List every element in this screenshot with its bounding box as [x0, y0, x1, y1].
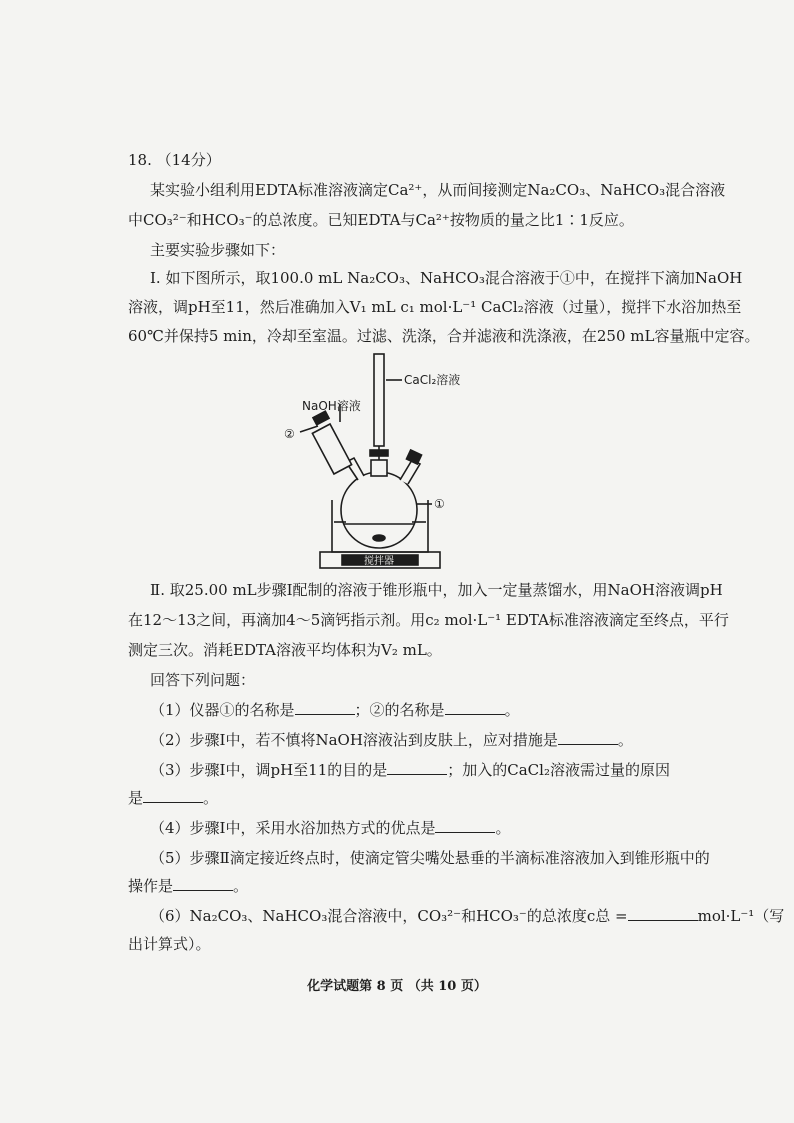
label-cacl2-solution: CaCl₂溶液 [404, 373, 461, 387]
step1-line-3: 60℃并保持5 min，冷却至室温。过滤、洗涤，合并滤液和洗涤液，在250 mL容量瓶中定容。 [128, 327, 760, 345]
answer-blank-1b[interactable] [445, 700, 505, 715]
question-6: （6）Na₂CO₃、NaHCO₃混合溶液中，CO₃²⁻和HCO₃⁻的总浓度c总 = mol·L⁻¹（写 [150, 907, 785, 925]
answer-blank-5[interactable] [173, 876, 233, 891]
intro-line-1: 某实验小组利用EDTA标准溶液滴定Ca²⁺，从而间接测定Na₂CO₃、NaHCO₃混合溶液 [150, 181, 726, 199]
question-5: （5）步骤Ⅱ滴定接近终点时，使滴定管尖嘴处悬垂的半滴标准溶液加入到锥形瓶中的 [150, 849, 710, 867]
answer-blank-1a[interactable] [295, 700, 355, 715]
label-apparatus-1: ① [434, 497, 445, 511]
question-5-continued: 操作是 。 [128, 877, 249, 895]
question-2: （2）步骤Ⅰ中，若不慎将NaOH溶液沾到皮肤上，应对措施是 。 [150, 731, 633, 749]
step2-line-3: 测定三次。消耗EDTA溶液平均体积为V₂ mL。 [128, 641, 442, 659]
burette-stopcock [370, 450, 388, 456]
question-6-continued: 出计算式）。 [128, 935, 211, 953]
step1-line-1: Ⅰ. 如下图所示，取100.0 mL Na₂CO₃、NaHCO₃混合溶液于①中，在搅拌下滴加NaOH [150, 269, 743, 287]
label-apparatus-2: ② [284, 427, 295, 441]
answer-blank-6[interactable] [628, 906, 698, 921]
step2-line-2: 在12～13之间，再滴加4～5滴钙指示剂。用c₂ mol·L⁻¹ EDTA标准溶液滴定至终点，平行 [128, 611, 729, 629]
question-1: （1）仪器①的名称是 ；②的名称是 。 [150, 701, 520, 719]
intro-line-2: 中CO₃²⁻和HCO₃⁻的总浓度。已知EDTA与Ca²⁺按物质的量之比1∶1反应。 [128, 211, 634, 229]
answer-blank-2[interactable] [558, 730, 618, 745]
questions-heading: 回答下列问题： [150, 671, 256, 689]
question-points: （14分） [156, 151, 221, 169]
question-number: 18. [128, 151, 152, 169]
steps-heading: 主要实验步骤如下： [150, 241, 286, 259]
question-3: （3）步骤Ⅰ中，调pH至11的目的是 ；加入的CaCl₂溶液需过量的原因 [150, 761, 670, 779]
label-stirrer: 搅拌器 [364, 556, 394, 567]
burette [374, 354, 384, 446]
question-4: （4）步骤Ⅰ中，采用水浴加热方式的优点是 。 [150, 819, 511, 837]
answer-blank-3b[interactable] [143, 788, 203, 803]
apparatus-figure [260, 352, 480, 574]
answer-blank-4[interactable] [435, 818, 495, 833]
label-naoh-solution: NaOH溶液 [302, 399, 361, 413]
step1-line-2: 溶液，调pH至11，然后准确加入V₁ mL c₁ mol·L⁻¹ CaCl₂溶液（过量），搅拌下水浴加热至 [128, 298, 742, 316]
page-footer: 化学试题第 8 页 （共 10 页） [307, 979, 487, 994]
step2-line-1: Ⅱ. 取25.00 mL步骤Ⅰ配制的溶液于锥形瓶中，加入一定量蒸馏水，用NaOH溶液调pH [150, 581, 723, 599]
question-header [128, 150, 221, 170]
dropping-funnel [312, 424, 351, 474]
question-3-continued: 是 。 [128, 789, 219, 807]
answer-blank-3a[interactable] [387, 760, 447, 775]
